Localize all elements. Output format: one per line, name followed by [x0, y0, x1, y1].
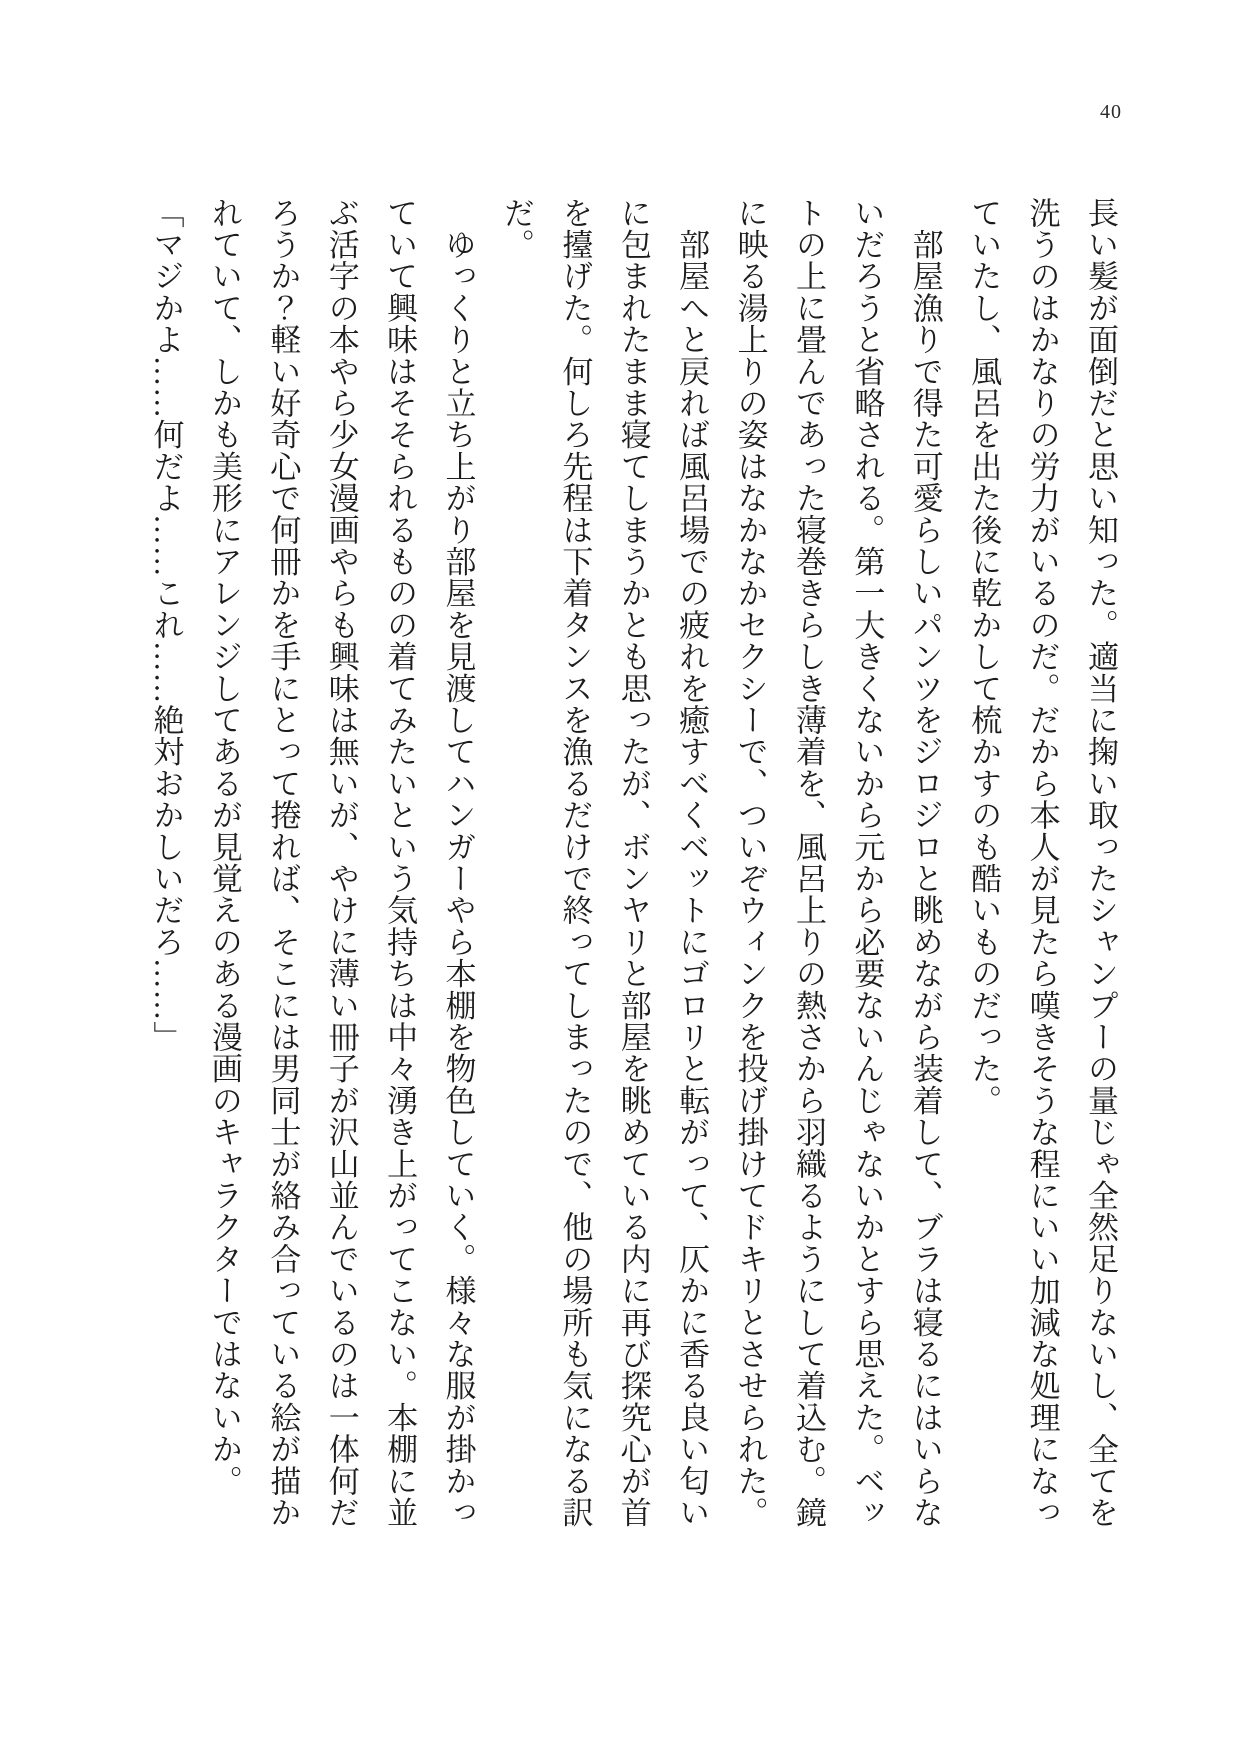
paragraph-bookshelf: ゆっくりと立ち上がり部屋を見渡してハンガーやら本棚を物色していく。様々な服が掛かっていて興味はそそられるものの着てみたいという気持ちは中々湧き上がってこない。本棚に並ぶ活字の本やら少女漫画やらも興味は無いが、やけに薄い冊子が沢山並んでいるのは一体何だろうか？軽い好奇心で何冊かを手にとって捲れば、そこには男同士が絡み合っている絵が描かれていて、しかも美形にアレンジしてあるが見覚えのある漫画のキャラクターではないか。: [206, 197, 476, 1529]
page-number: 40: [1100, 101, 1122, 123]
paragraph-dialogue: 「マジかよ……何だよ……これ……絶対おかしいだろ……」: [148, 197, 184, 1053]
body-text: [129, 197, 1129, 1535]
paragraph-back-to-room: 部屋へと戻れば風呂場での疲れを癒すべくベットにゴロリと転がって、仄かに香る良い匂いに包まれたまま寝てしまうかとも思ったが、ボンヤリと部屋を眺めている内に再び探究心が首を擡げた。何しろ先程は下着タンスを漁るだけで終ってしまったので、他の場所も気になる訳だ。: [498, 197, 710, 1529]
paragraph-hair-washing: 長い髪が面倒だと思い知った。適当に掬い取ったシャンプーの量じゃ全然足りないし、全てを洗うのはかなりの労力がいるのだ。だから本人が見たら嘆きそうな程にいい加減な処理になっていたし、風呂を出た後に乾かして梳かすのも酷いものだった。: [966, 197, 1118, 1529]
paragraph-dressing: 部屋漁りで得た可愛らしいパンツをジロジロと眺めながら装着して、ブラは寝るにはいらないだろうと省略される。第一大きくないから元から必要ないんじゃないかとすら思えた。ベットの上に畳んであった寝巻きらしき薄着を、風呂上りの熱さから羽織るようにして着込む。鏡に映る湯上りの姿はなかなかセクシーで、ついぞウィンクを投げ掛けてドキリとさせられた。: [732, 197, 943, 1529]
